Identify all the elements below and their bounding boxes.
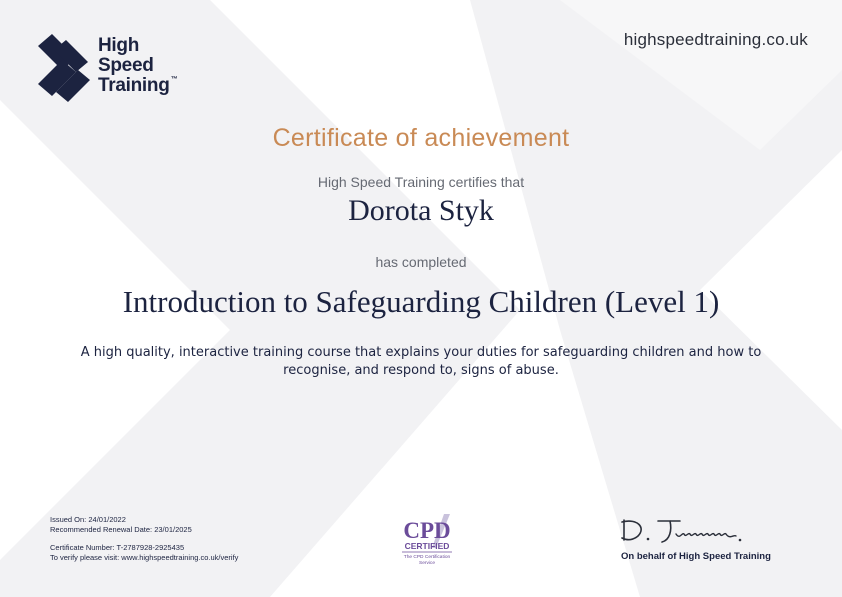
- description-line-2: recognise, and respond to, signs of abuse.: [283, 363, 559, 378]
- certifies-text: High Speed Training certifies that: [317, 174, 525, 190]
- certificate-number: Certificate Number: T-2787928-2925435: [50, 543, 185, 552]
- verify-text: To verify please visit: www.highspeedtraining.co.uk/verify: [50, 553, 239, 562]
- issued-on: Issued On: 24/01/2022: [50, 515, 126, 524]
- trademark-symbol: ™: [170, 76, 178, 83]
- cpd-badge-service-line2: Service: [419, 561, 435, 566]
- completed-text: has completed: [375, 254, 467, 270]
- brand-logo: [36, 34, 186, 104]
- renewal-date: Recommended Renewal Date: 23/01/2025: [50, 525, 192, 534]
- course-name: Introduction to Safeguarding Children (Level 1): [122, 284, 720, 319]
- logo-line-3: Training ™: [98, 76, 170, 96]
- signatory-caption: On behalf of High Speed Training: [621, 551, 771, 562]
- logo-wordmark: [98, 35, 178, 96]
- description-line-1: A high quality, interactive training course that explains your duties for safeguarding children and how to: [80, 345, 762, 360]
- logo-line-2: Speed: [98, 55, 154, 76]
- hst-logo-icon: [36, 34, 92, 102]
- signature-image: [618, 516, 788, 546]
- course-description: [70, 344, 772, 380]
- cpd-badge-service: The CPD Certification: [403, 555, 451, 560]
- cpd-badge-certified: CERTIFIED: [404, 541, 450, 551]
- cpd-badge-title: CPD: [403, 518, 451, 543]
- certificate-title: Certificate of achievement: [272, 124, 570, 152]
- logo-line-1: High: [98, 35, 140, 56]
- certificate-details: [50, 515, 238, 563]
- website-url: highspeedtraining.co.uk: [623, 30, 808, 49]
- recipient-name: Dorota Styk: [348, 194, 494, 227]
- cpd-certified-badge: [396, 512, 458, 568]
